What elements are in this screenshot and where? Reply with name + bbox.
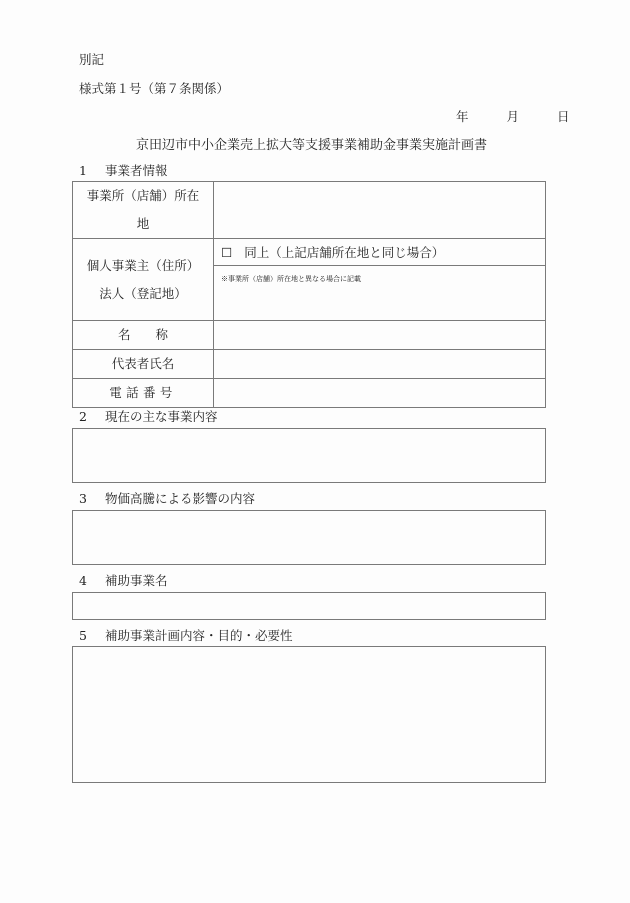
- row-representative: [73, 350, 546, 379]
- project-plan-field[interactable]: [72, 646, 546, 783]
- section-4-heading: [79, 571, 168, 589]
- form-number: 様式第１号（第７条関係）: [79, 81, 230, 96]
- section-3-heading: [79, 489, 255, 507]
- section-label: 補助事業計画内容・目的・必要性: [105, 628, 293, 643]
- document-title: 京田辺市中小企業売上拡大等支援事業補助金事業実施計画書: [136, 138, 488, 153]
- representative-label-text: 代表者氏名: [111, 356, 175, 371]
- name-label-text: 名 称: [117, 327, 168, 342]
- address-label-line2: 地: [136, 216, 150, 231]
- phone-field[interactable]: [214, 379, 546, 408]
- section-number: 2: [79, 409, 87, 424]
- same-as-above-label: 同上（上記店舗所在地と同じ場合）: [244, 245, 445, 260]
- date-day-label: 日: [556, 109, 570, 124]
- representative-label: [73, 350, 214, 379]
- owner-label-line2: 法人（登記地）: [99, 285, 187, 301]
- date-line: [456, 107, 569, 125]
- row-name: [73, 321, 546, 350]
- name-label: [73, 321, 214, 350]
- section-1-heading: [79, 161, 168, 179]
- price-impact-field[interactable]: [72, 510, 546, 565]
- annex-label: 別記: [79, 52, 105, 67]
- section-5-heading: [79, 626, 293, 644]
- section-2-heading: [79, 407, 218, 425]
- section-number: 1: [79, 163, 87, 178]
- date-year-label: 年: [456, 109, 469, 124]
- section-label: 現在の主な事業内容: [105, 409, 218, 424]
- section-label: 補助事業名: [105, 573, 168, 588]
- business-info-table: [72, 181, 546, 408]
- checkbox-icon[interactable]: ☐: [221, 245, 233, 260]
- current-business-field[interactable]: [72, 428, 546, 483]
- row-address: [73, 182, 546, 239]
- row-owner-same: [73, 239, 546, 266]
- phone-label: [73, 379, 214, 408]
- owner-label-line1: 個人事業主（住所）: [86, 257, 200, 273]
- address-label: [73, 182, 214, 239]
- owner-address-note: ※事業所（店舗）所在地と異なる場合に記載: [221, 275, 361, 283]
- address-field[interactable]: [214, 182, 546, 239]
- row-phone: [73, 379, 546, 408]
- date-month-label: 月: [506, 109, 519, 124]
- same-as-above-option[interactable]: [214, 239, 546, 266]
- representative-field[interactable]: [214, 350, 546, 379]
- address-label-line1: 事業所（店舗）所在: [86, 188, 200, 203]
- section-number: 3: [79, 491, 87, 506]
- section-label: 事業者情報: [105, 163, 168, 178]
- section-number: 5: [79, 628, 87, 643]
- name-field[interactable]: [214, 321, 546, 350]
- section-number: 4: [79, 573, 87, 588]
- phone-label-text: 電話番号: [109, 385, 177, 400]
- project-name-field[interactable]: [72, 592, 546, 620]
- section-label: 物価高騰による影響の内容: [105, 491, 256, 506]
- owner-label: [73, 239, 214, 321]
- owner-address-field[interactable]: [214, 266, 546, 321]
